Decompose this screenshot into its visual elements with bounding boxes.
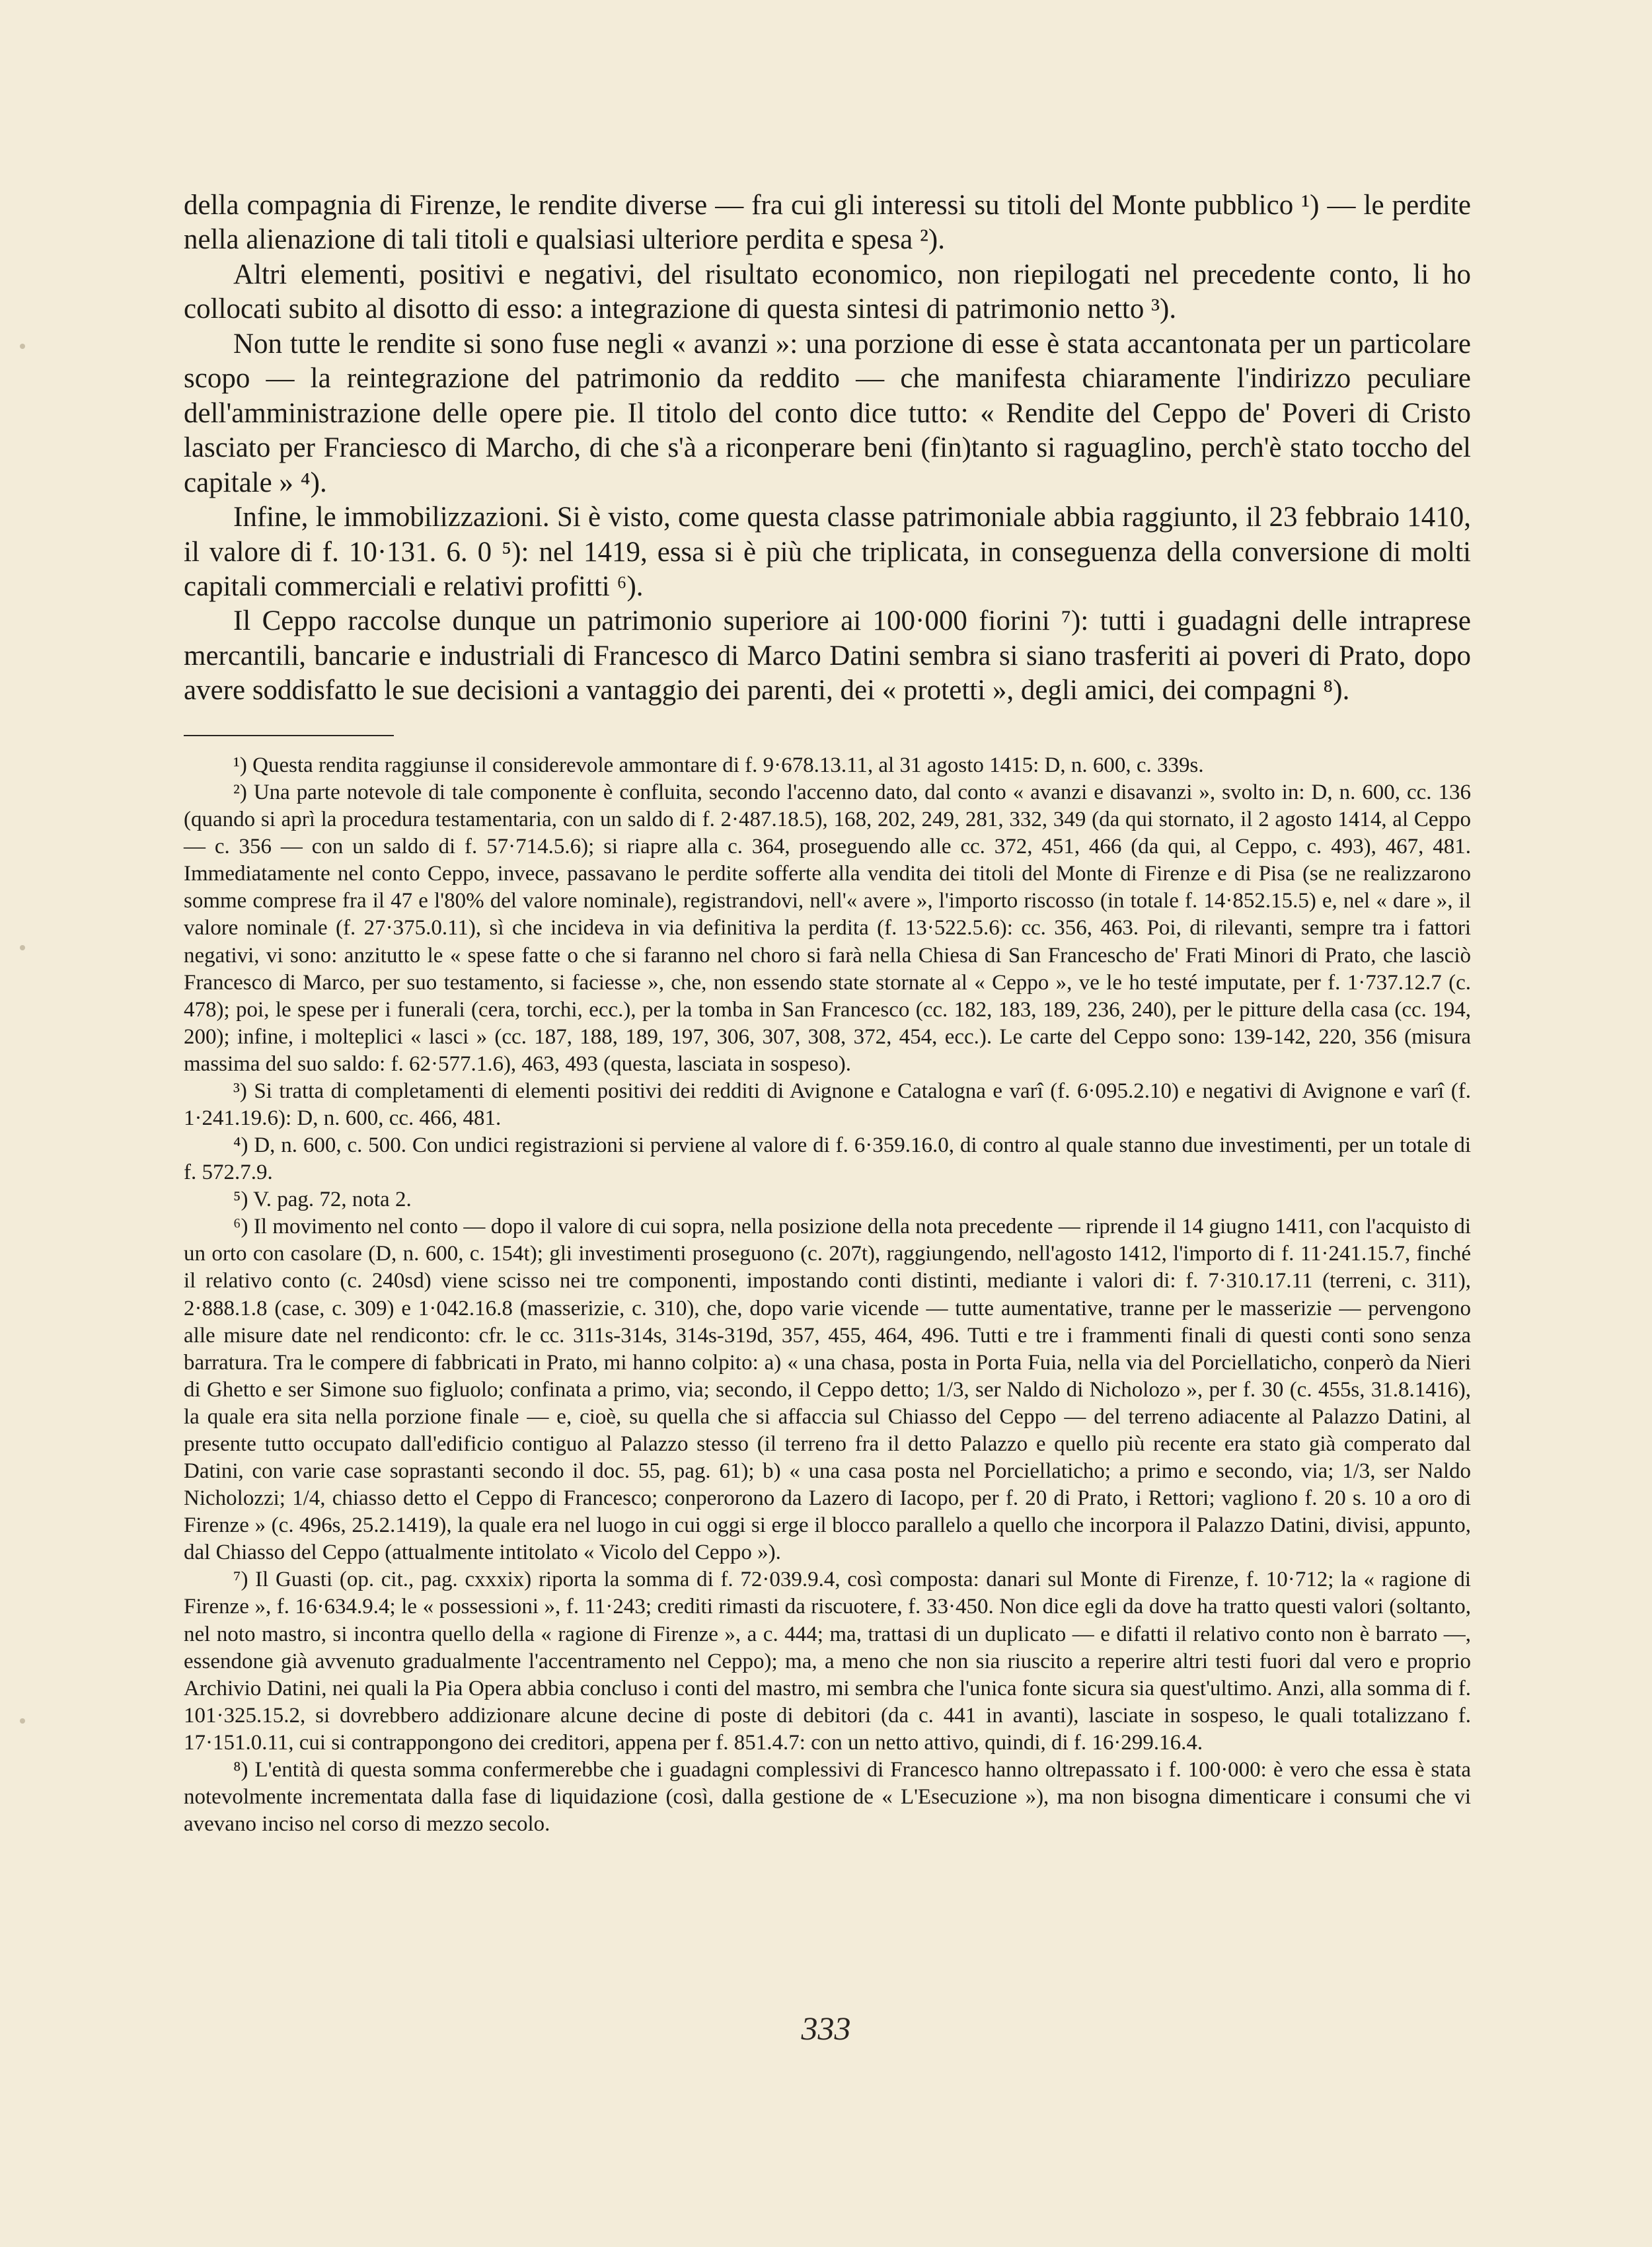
binding-hole: [20, 1718, 25, 1724]
footnote: ⁴) D, n. 600, c. 500. Con undici registrazioni si perviene al valore di f. 6·359.16.0, di contro al quale stanno due investimenti, per un totale di f. 572.7.9.: [184, 1133, 1471, 1185]
paragraph: della compagnia di Firenze, le rendite diverse — fra cui gli interessi su titoli del Monte pubblico ¹) — le perdite nella alienazione di tali titoli e qualsiasi ulteriore perdita e spesa ²).: [184, 190, 1471, 256]
binding-hole: [20, 344, 25, 349]
page-number: 333: [801, 2010, 851, 2047]
footnote: ³) Si tratta di completamenti di elementi positivi dei redditi di Avignone e Catalogna e varî (f. 6·095.2.10) e negativi di Avignone e varî (f. 1·241.19.6): D, n. 600, cc. 466, 481.: [184, 1079, 1471, 1131]
footnote: ⁵) V. pag. 72, nota 2.: [233, 1188, 412, 1212]
footnote: ⁷) Il Guasti (op. cit., pag. cxxxix) riporta la somma di f. 72·039.9.4, così composta: danari sul Monte di Firenze, f. 10·712; la « ragione di Firenze », f. 16·634.9.4; le « possessioni », f. 11·243; crediti rimasti da riscuotere, f. 33·450. Non dice egli da dove ha tratto questi valori (soltanto, nel noto mastro, si incontra quello della « ragione di Firenze », a c. 444; ma, trattasi di un duplicato — e difatti il relativo conto non è barrato —, essendone già avvenuto gradualmente l'accentramento nel Ceppo); ma, a meno che non sia riuscito a reperire altri testi fuori dal vero e proprio Archivio Datini, nei quali la Pia Opera abbia concluso i conti del mastro, mi sembra che l'unica fonte sicura sia quest'ultimo. Anzi, alla somma di f. 101·325.15.2, si dovrebbero addizionare alcune decine di poste di debitori (da c. 441 in avanti), lasciate in sospeso, le quali totalizzano f. 17·151.0.11, cui si contrappongono dei creditori, appena per f. 851.4.7: con un netto attivo, quindi, di f. 16·299.16.4.: [184, 1568, 1471, 1755]
paragraph: Altri elementi, positivi e negativi, del risultato economico, non riepilogati nel precedente conto, li ho collocati subito al disotto di esso: a integrazione di questa sintesi di patrimonio netto ³).: [184, 258, 1471, 325]
footnotes: [184, 752, 1471, 1838]
footnote: ⁶) Il movimento nel conto — dopo il valore di cui sopra, nella posizione della nota precedente — riprende il 14 giugno 1411, con l'acquisto di un orto con casolare (D, n. 600, c. 154t); gli investimenti proseguono (c. 207t), raggiungendo, nell'agosto 1412, l'importo di f. 11·241.15.7, finché il relativo conto (c. 240sd) viene scisso nei tre componenti, impostando conti distinti, mediante i valori di: f. 7·310.17.11 (terreni, c. 311), 2·888.1.8 (case, c. 309) e 1·042.16.8 (masserizie, c. 310), che, dopo varie vicende — tutte aumentative, tranne per le masserizie — pervengono alle misure date nel rendiconto: cfr. le cc. 311s-314s, 314s-319d, 357, 455, 464, 496. Tutti e tre i frammenti finali di questi conti sono senza barratura. Tra le compere di fabbricati in Prato, mi hanno colpito: a) « una chasa, posta in Porta Fuia, nella via del Porciellaticho, conperò da Nieri di Ghetto e ser Simone suo figluolo; confinata a primo, via; secondo, il Ceppo detto; 1/3, ser Naldo di Nicholozo », per f. 30 (c. 455s, 31.8.1416), la quale era sita nella porzione finale — e, cioè, su quella che si affaccia sul Chiasso del Ceppo — del terreno adiacente al Palazzo Datini, al presente tutto occupato dall'edificio contiguo al Palazzo stesso (il terreno fra il detto Palazzo e quello più recente era stato già comperato dal Datini, con varie case soprastanti secondo il doc. 55, pag. 61); b) « una casa posta nel Porciellaticho; a primo e secondo, via; 1/3, ser Naldo Nicholozzi; 1/4, chiasso detto el Ceppo di Francesco; conperorono da Lazero di Iacopo, per f. 20 di Prato, i Rettori; vagliono f. 20 s. 10 a oro di Firenze » (c. 496s, 25.2.1419), la quale era nel luogo in cui oggi si erge il blocco parallelo a quello che incorpora il Palazzo Datini, divisi, appunto, dal Chiasso del Ceppo (attualmente intitolato « Vicolo del Ceppo »).: [184, 1215, 1471, 1565]
main-text: [184, 188, 1471, 708]
paragraph: Non tutte le rendite si sono fuse negli « avanzi »: una porzione di esse è stata accantonata per un particolare scopo — la reintegrazione del patrimonio da reddito — che manifesta chiaramente l'indirizzo peculiare dell'amministrazione delle opere pie. Il titolo del conto dice tutto: « Rendite del Ceppo de' Poveri di Cristo lasciato per Franciesco di Marcho, di che s'à a riconperare beni (fin)tanto si raguaglino, perch'è stato toccho del capitale » ⁴).: [184, 328, 1471, 498]
paragraph: Infine, le immobilizzazioni. Si è visto, come questa classe patrimoniale abbia raggiunto, il 23 febbraio 1410, il valore di f. 10·131. 6. 0 ⁵): nel 1419, essa si è più che triplicata, in conseguenza della conversione di molti capitali commerciali e relativi profitti ⁶).: [184, 502, 1471, 602]
paragraph: Il Ceppo raccolse dunque un patrimonio superiore ai 100·000 fiorini ⁷): tutti i guadagni delle intraprese mercantili, bancarie e industriali di Francesco di Marco Datini sembra si siano trasferiti ai poveri di Prato, dopo avere soddisfatto le sue decisioni a vantaggio dei parenti, dei « protetti », degli amici, dei compagni ⁸).: [184, 605, 1471, 706]
footnote: ¹) Questa rendita raggiunse il considerevole ammontare di f. 9·678.13.11, al 31 agosto 1415: D, n. 600, c. 339s.: [233, 753, 1204, 777]
binding-hole: [20, 945, 25, 950]
footnote: ⁸) L'entità di questa somma confermerebbe che i guadagni complessivi di Francesco hanno oltrepassato i f. 100·000: è vero che essa è stata notevolmente incrementata dalla fase di liquidazione (così, dalla gestione de « L'Esecuzione »), ma non bisogna dimenticare i consumi che vi avevano inciso nel corso di mezzo secolo.: [184, 1757, 1471, 1837]
footnote-separator: [184, 735, 394, 736]
footnote: ²) Una parte notevole di tale componente è confluita, secondo l'accenno dato, dal conto « avanzi e disavanzi », svolto in: D, n. 600, cc. 136 (quando si aprì la procedura testamentaria, con un saldo di f. 2·487.18.5), 168, 202, 249, 281, 332, 349 (da qui stornato, il 2 agosto 1414, al Ceppo — c. 356 — con un saldo di f. 57·714.5.6); si riapre alla c. 364, proseguendo alle cc. 372, 451, 466 (da qui, al Ceppo, c. 493), 467, 481. Immediatamente nel conto Ceppo, invece, passavano le perdite sofferte alla vendita dei titoli del Monte di Firenze e di Pisa (se ne realizzarono somme comprese fra il 47 e l'80% del valore nominale), registrandovi, nell'« avere », l'importo riscosso (in totale f. 14·852.15.5) e, nel « dare », il valore nominale (f. 27·375.0.11), sì che incideva in via definitiva la perdita (f. 13·522.5.6): cc. 356, 463. Poi, di rilevanti, sempre tra i fattori negativi, vi sono: anzitutto le « spese fatte o che si faranno nel choro si farà nella Chiesa di San Francescho de' Frati Minori di Prato, che lasciò Francesco di Marco, per suo testamento, si faciesse », che, non essendo state stornate al « Ceppo », ve le ho testé imputate, per f. 1·737.12.7 (c. 478); poi, le spese per i funerali (cera, torchi, ecc.), per la tomba in San Francesco (cc. 182, 183, 189, 236, 240), per le pitture della casa (cc. 194, 200); infine, i molteplici « lasci » (cc. 187, 188, 189, 197, 306, 307, 308, 372, 454, ecc.). Le carte del Ceppo sono: 139-142, 220, 356 (misura massima del suo saldo: f. 62·577.1.6), 463, 493 (questa, lasciata in sospeso).: [184, 781, 1471, 1076]
